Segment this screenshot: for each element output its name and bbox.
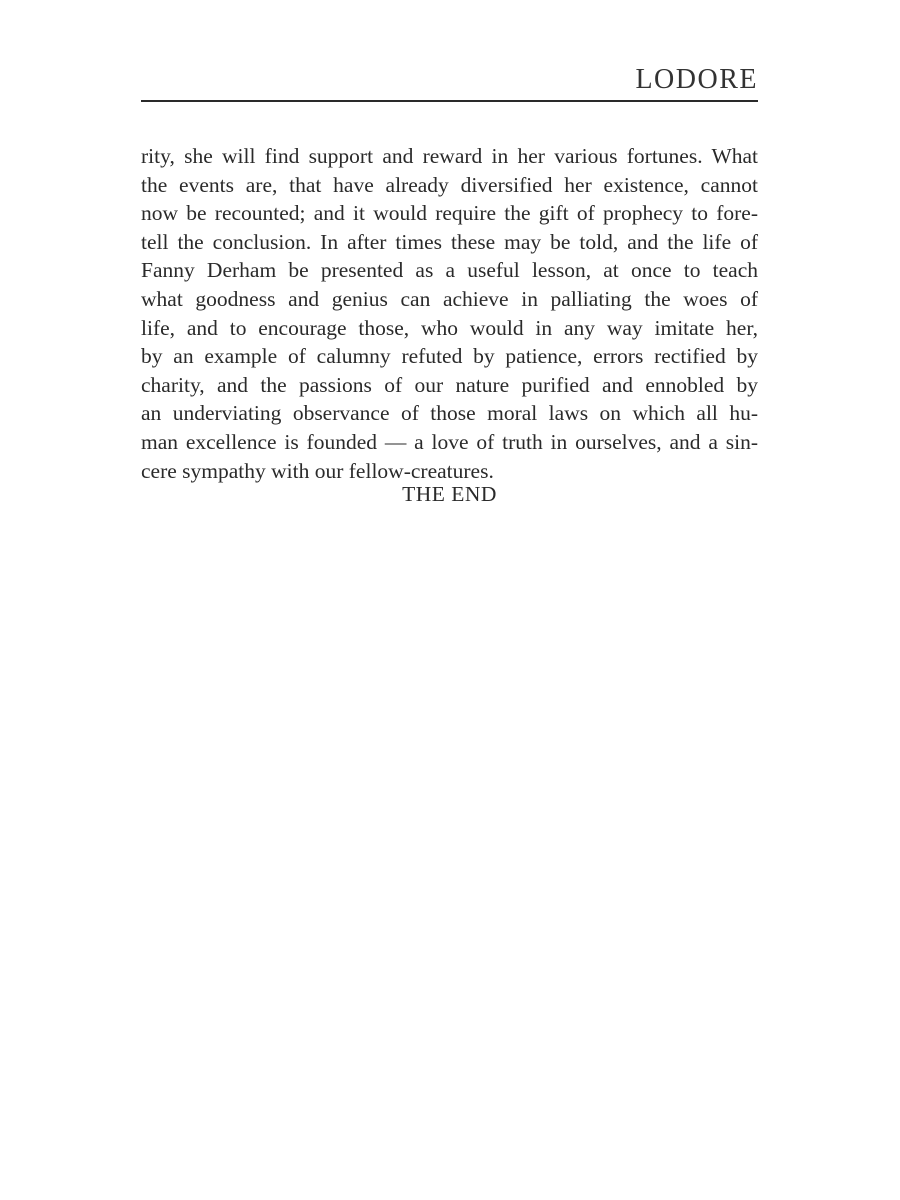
- text-line: charity, and the passions of our nature purified and ennobled by: [141, 372, 758, 397]
- running-head: [141, 62, 758, 98]
- text-line: an underviating observance of those moral laws on which all hu-: [141, 401, 758, 426]
- book-title: LODORE: [635, 64, 758, 95]
- text-line: man excellence is founded — a love of truth in ourselves, and a sin-: [141, 429, 758, 454]
- text-line: now be recounted; and it would require the gift of prophecy to fore-: [141, 201, 758, 226]
- text-line: rity, she will find support and reward in her various fortunes. What: [141, 144, 758, 168]
- text-line: life, and to encourage those, who would in any way imitate her,: [141, 315, 758, 340]
- text-line: the events are, that have already diversified her existence, cannot: [141, 172, 758, 197]
- text-line: Fanny Derham be presented as a useful lesson, at once to teach: [141, 258, 758, 283]
- body-paragraph: [141, 142, 758, 485]
- text-line: by an example of calumny refuted by patience, errors rectified by: [141, 344, 758, 369]
- text-line: what goodness and genius can achieve in palliating the woes of: [141, 286, 758, 311]
- the-end-heading: THE END: [402, 482, 497, 506]
- text-line: tell the conclusion. In after times these may be told, and the life of: [141, 229, 758, 254]
- text-line: cere sympathy with our fellow-creatures.: [141, 458, 494, 483]
- header-rule: [141, 100, 758, 102]
